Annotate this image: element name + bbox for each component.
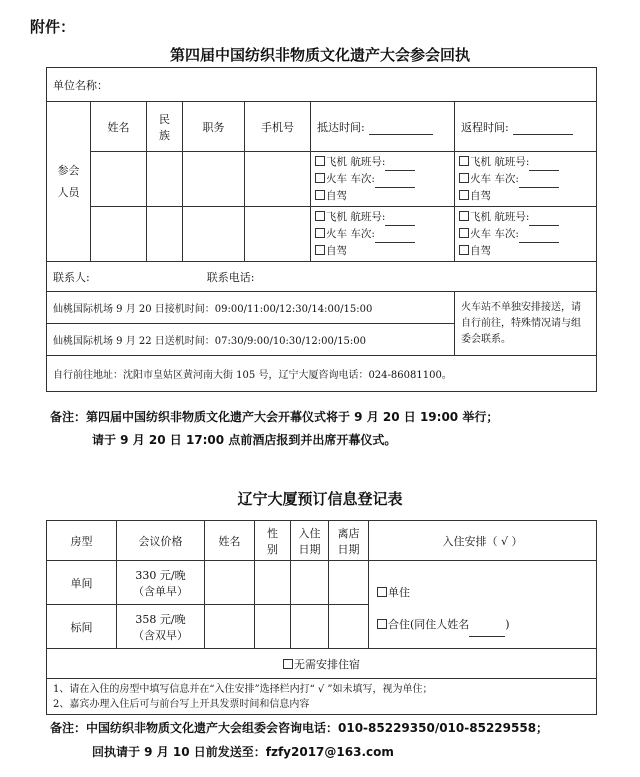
train-checkbox[interactable] bbox=[315, 173, 325, 183]
attendee-1-arrival-options bbox=[311, 152, 455, 207]
train-option-label: 火车 车次: bbox=[470, 172, 519, 185]
attendee-1-ethnicity-cell[interactable] bbox=[147, 152, 183, 207]
header-ethnicity-line2: 族 bbox=[159, 128, 170, 142]
train-number-blank[interactable] bbox=[375, 232, 415, 243]
contact-person-label: 联系人: bbox=[53, 270, 90, 284]
self-drive-checkbox[interactable] bbox=[315, 190, 325, 200]
train-checkbox[interactable] bbox=[459, 173, 469, 183]
plane-option-label: 飞机 航班号: bbox=[470, 210, 530, 223]
unit-name-field[interactable] bbox=[47, 68, 597, 102]
registration-form bbox=[46, 67, 597, 392]
header-checkin-line2: 日期 bbox=[298, 542, 321, 556]
attendee-1-return-options bbox=[455, 152, 597, 207]
price-twin-breakfast: （含双早） bbox=[133, 628, 188, 642]
train-number-blank[interactable] bbox=[519, 232, 559, 243]
header-checkout-line2: 日期 bbox=[337, 542, 360, 556]
note1-line1: 备注：第四届中国纺织非物质文化遗产大会开幕仪式将于 9 月 20 日 19:00 举行； bbox=[50, 410, 499, 424]
instruction-2: 2、嘉宾办理入住后可与前台写上开具发票时间和信息内容 bbox=[53, 698, 310, 710]
single-guest-name-cell[interactable] bbox=[205, 561, 255, 605]
header-arrival-time bbox=[311, 102, 455, 152]
header-price: 会议价格 bbox=[117, 521, 205, 561]
unit-name-label: 单位名称： bbox=[53, 78, 108, 92]
attendee-2-arrival-options bbox=[311, 207, 455, 262]
plane-option-label: 飞机 航班号: bbox=[326, 155, 386, 168]
attendee-2-ethnicity-cell[interactable] bbox=[147, 207, 183, 262]
header-phone: 手机号 bbox=[245, 102, 311, 152]
room-type-single: 单间 bbox=[47, 561, 117, 605]
header-gender bbox=[255, 521, 291, 561]
self-drive-checkbox[interactable] bbox=[315, 245, 325, 255]
header-guest-name: 姓名 bbox=[205, 521, 255, 561]
flight-number-blank[interactable] bbox=[529, 160, 559, 171]
attendees-label bbox=[47, 102, 91, 262]
header-checkout-date bbox=[329, 521, 369, 561]
flight-number-blank[interactable] bbox=[385, 160, 415, 171]
single-gender-cell[interactable] bbox=[255, 561, 291, 605]
header-room-type: 房型 bbox=[47, 521, 117, 561]
self-drive-checkbox[interactable] bbox=[459, 190, 469, 200]
attendee-2-phone-cell[interactable] bbox=[245, 207, 311, 262]
form-title: 第四届中国纺织非物质文化遗产大会参会回执 bbox=[169, 46, 470, 64]
plane-checkbox[interactable] bbox=[315, 211, 325, 221]
room-type-twin: 标间 bbox=[47, 605, 117, 649]
twin-guest-name-cell[interactable] bbox=[205, 605, 255, 649]
price-single bbox=[117, 561, 205, 605]
attendee-2-return-options bbox=[455, 207, 597, 262]
plane-checkbox[interactable] bbox=[459, 211, 469, 221]
airport-dropoff-times: 仙桃国际机场 9 月 22 日送机时间：07:30/9:00/10:30/12:00/15:00 bbox=[47, 324, 455, 356]
train-checkbox[interactable] bbox=[315, 228, 325, 238]
return-time-blank[interactable] bbox=[513, 124, 573, 135]
twin-checkout-cell[interactable] bbox=[329, 605, 369, 649]
header-checkin-line1: 入住 bbox=[298, 526, 321, 540]
arrival-time-blank[interactable] bbox=[369, 124, 433, 135]
instructions bbox=[47, 679, 597, 715]
attendee-2-name-cell[interactable] bbox=[91, 207, 147, 262]
price-twin bbox=[117, 605, 205, 649]
self-travel-address: 自行前往地址：沈阳市皇姑区黄河南大街 105 号，辽宁大厦咨询电话：024-86081100。 bbox=[47, 356, 597, 392]
contact-row[interactable] bbox=[47, 262, 597, 292]
plane-option-label: 飞机 航班号: bbox=[470, 155, 530, 168]
header-ethnicity bbox=[147, 102, 183, 152]
single-occupancy-label: 单住 bbox=[388, 585, 410, 599]
contact-phone-label: 联系电话: bbox=[206, 270, 255, 284]
self-drive-option-label: 自驾 bbox=[326, 189, 347, 202]
price-twin-rate: 358 元/晚 bbox=[135, 612, 186, 626]
single-checkin-cell[interactable] bbox=[291, 561, 329, 605]
twin-checkin-cell[interactable] bbox=[291, 605, 329, 649]
train-station-note: 火车站不单独安排接送，请自行前往，特殊情况请与组委会联系。 bbox=[455, 292, 597, 356]
no-accommodation-checkbox[interactable] bbox=[283, 659, 293, 669]
train-option-label: 火车 车次: bbox=[470, 227, 519, 240]
header-arrangement: 入住安排（ √ ） bbox=[369, 521, 597, 561]
no-accommodation-row bbox=[47, 649, 597, 679]
hotel-booking-form bbox=[46, 520, 597, 715]
self-drive-option-label: 自驾 bbox=[470, 244, 491, 257]
plane-checkbox[interactable] bbox=[315, 156, 325, 166]
train-number-blank[interactable] bbox=[519, 177, 559, 188]
attachment-label: 附件： bbox=[30, 18, 76, 36]
attendee-2-position-cell[interactable] bbox=[183, 207, 245, 262]
header-checkin-date bbox=[291, 521, 329, 561]
train-number-blank[interactable] bbox=[375, 177, 415, 188]
header-name: 姓名 bbox=[91, 102, 147, 152]
single-checkout-cell[interactable] bbox=[329, 561, 369, 605]
flight-number-blank[interactable] bbox=[529, 215, 559, 226]
roommate-name-blank[interactable] bbox=[469, 626, 505, 637]
train-option-label: 火车 车次: bbox=[326, 227, 375, 240]
train-option-label: 火车 车次: bbox=[326, 172, 375, 185]
plane-checkbox[interactable] bbox=[459, 156, 469, 166]
self-drive-option-label: 自驾 bbox=[470, 189, 491, 202]
price-single-breakfast: （含单早） bbox=[133, 584, 188, 598]
header-gender-line2: 别 bbox=[267, 542, 278, 556]
header-gender-line1: 性 bbox=[267, 526, 278, 540]
attendees-label-line1: 参会 bbox=[57, 163, 80, 177]
return-time-label: 返程时间: bbox=[461, 120, 509, 134]
flight-number-blank[interactable] bbox=[385, 215, 415, 226]
shared-occupancy-checkbox[interactable] bbox=[377, 619, 387, 629]
booking-form-title: 辽宁大厦预订信息登记表 bbox=[237, 490, 403, 508]
airport-pickup-times: 仙桃国际机场 9 月 20 日接机时间：09:00/11:00/12:30/14:00/15:00 bbox=[47, 292, 455, 324]
note2-line2: 回执请于 9 月 10 日前发送至：fzfy2017@163.com bbox=[92, 745, 394, 759]
note2-line1: 备注：中国纺织非物质文化遗产大会组委会咨询电话：010-85229350/010-85229558； bbox=[50, 721, 549, 735]
single-occupancy-checkbox[interactable] bbox=[377, 587, 387, 597]
no-accommodation-label: 无需安排住宿 bbox=[294, 657, 360, 671]
arrival-time-label: 抵达时间: bbox=[317, 120, 365, 134]
self-drive-option-label: 自驾 bbox=[326, 244, 347, 257]
price-single-rate: 330 元/晚 bbox=[135, 568, 186, 582]
attendee-1-name-cell[interactable] bbox=[91, 152, 147, 207]
header-checkout-line1: 离店 bbox=[337, 526, 360, 540]
train-checkbox[interactable] bbox=[459, 228, 469, 238]
attendee-1-position-cell[interactable] bbox=[183, 152, 245, 207]
arrangement-options: 单住 合住(同住人姓名 ) bbox=[369, 561, 597, 649]
twin-gender-cell[interactable] bbox=[255, 605, 291, 649]
header-position: 职务 bbox=[183, 102, 245, 152]
header-return-time bbox=[455, 102, 597, 152]
note1-line2: 请于 9 月 20 日 17:00 点前酒店报到并出席开幕仪式。 bbox=[92, 433, 397, 447]
attendees-label-line2: 人员 bbox=[57, 185, 80, 199]
attendee-1-phone-cell[interactable] bbox=[245, 152, 311, 207]
shared-occupancy-label: 合住(同住人姓名 bbox=[388, 617, 470, 631]
plane-option-label: 飞机 航班号: bbox=[326, 210, 386, 223]
self-drive-checkbox[interactable] bbox=[459, 245, 469, 255]
instruction-1: 1、请在入住的房型中填写信息并在“入住安排”选择栏内打“ √ ”如未填写，视为单住； bbox=[53, 683, 433, 695]
header-ethnicity-line1: 民 bbox=[159, 112, 170, 126]
